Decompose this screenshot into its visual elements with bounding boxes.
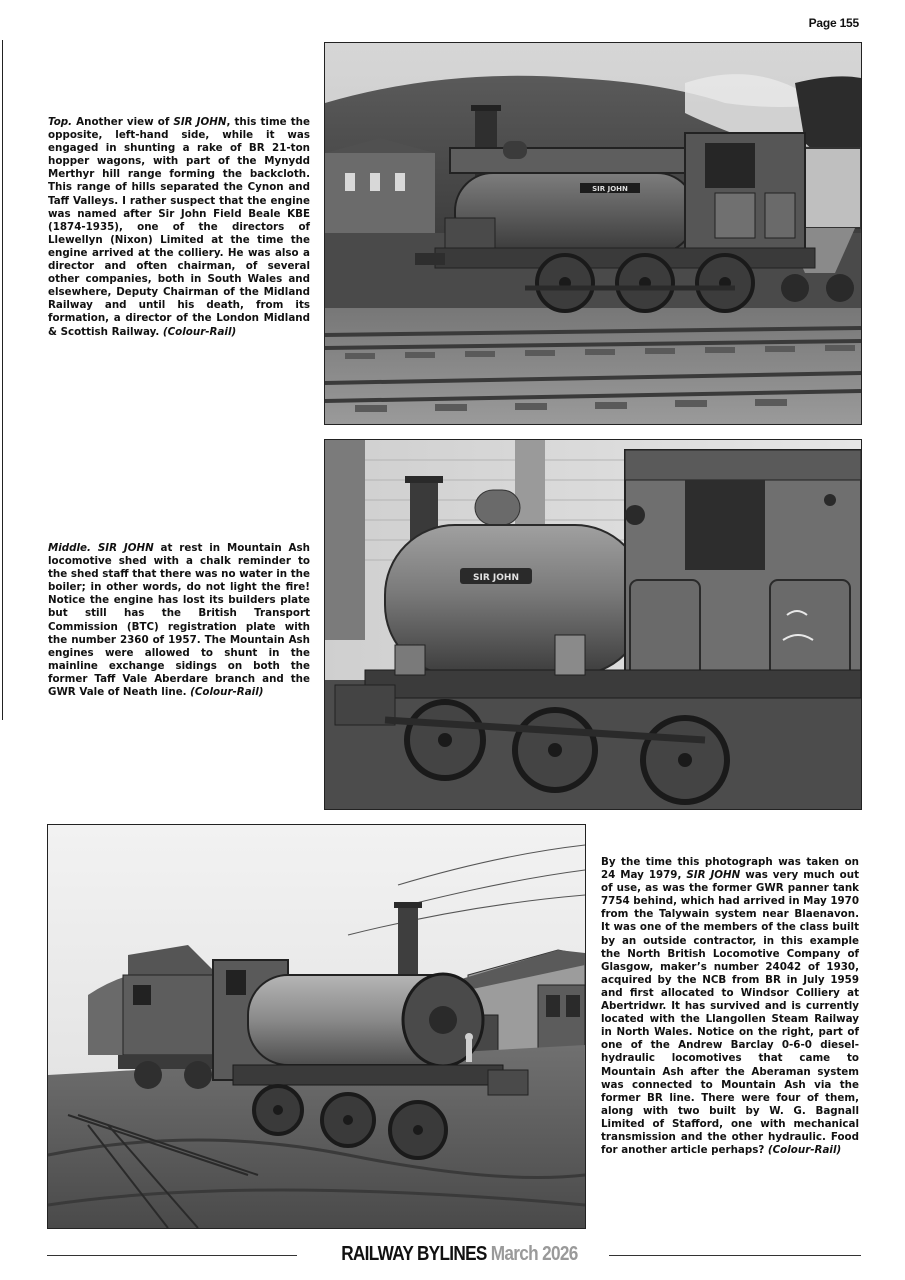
photo-bottom-image (48, 825, 585, 1228)
caption-middle-text-1 (91, 542, 98, 554)
footer-magazine-name: RAILWAY BYLINES (341, 1243, 487, 1265)
caption-top-text-1: Another view of (72, 116, 174, 128)
photo-bottom-locomotives-out-of-use (47, 824, 586, 1229)
caption-middle (48, 542, 310, 699)
footer-rule-left (47, 1255, 297, 1256)
caption-bottom-text-2: was very much out of use, as was the former GWR panner tank 7754 behind, which had arrived in May 1970 from the Talywain system near Blaenavon. It was one of the members of the class built by an outside contractor, in this example the North British Locomotive Company of Glasgow, maker’s number 24042 of 1930, acquired by the NCB from BR in July 1959 and first allocated to Windsor Colliery at Abertridwr. It has survived and is currently located with the Llangollen Steam Railway in North Wales. Notice on the right, part of one of the Andrew Barclay 0-6-0 diesel-hydraulic locomotives that came to Mountain Ash after the Aberaman system was connected to Mountain Ash via the former BR line. There were four of them, along with two built by W. G. Bagnall Limited of Stafford, one with mechanical transmission and the other hydraulic. Food for another article perhaps? (601, 869, 859, 1157)
caption-top (48, 116, 310, 339)
caption-top-credit: (Colour-Rail) (162, 325, 237, 338)
footer-title (341, 1243, 578, 1266)
caption-top-lead: Top. (48, 116, 73, 128)
left-margin-rule (2, 40, 3, 720)
caption-bottom-credit: (Colour-Rail) (767, 1144, 842, 1157)
footer-rule-right (609, 1255, 861, 1256)
footer-issue-date: March 2026 (490, 1243, 578, 1265)
caption-middle-text-2: at rest in Mountain Ash locomotive shed with a chalk reminder to the shed staff that there was no water in the boiler; in other words, do not light the fire! Notice the engine has lost its builders plate but still has the British Transport Commission (BTC) registration plate with the number 2360 of 1957. The Mountain Ash engines were allowed to shunt in the mainline exchange sidings on both the former Taff Vale Aberdare branch and the GWR Vale of Neath line. (48, 542, 310, 699)
caption-middle-lead: Middle. (48, 542, 91, 554)
caption-middle-credit: (Colour-Rail) (190, 686, 264, 699)
caption-bottom-text-1: By the time this photograph was taken on 24 May 1979, (601, 856, 859, 882)
photo-middle-locomotive-in-shed (324, 439, 862, 810)
caption-middle-loco-name: SIR JOHN (97, 542, 154, 554)
caption-top-loco-name: SIR JOHN (173, 116, 227, 128)
page-footer (0, 1237, 905, 1265)
caption-top-text-2: , this time the opposite, left-hand side, while it was engaged in shunting a rake of BR 21-ton hopper wagons, with part of the Mynydd Merthyr hill range forming the backcloth. This range of hills separated the Cynon and Taff Valleys. I rather suspect that the engine was named after Sir John Field Beale KBE (1874-1935), one of the directors of Llewellyn (Nixon) Limited at the time the engine arrived at the colliery. He was also a director and often chairman, of several other companies, both in South Wales and elsewhere, Deputy Chairman of the Midland Railway and until his death, from its formation, a director of the London Midland & Scottish Railway. (48, 116, 310, 338)
photo-middle-image (325, 440, 861, 809)
caption-bottom-loco-name: SIR JOHN (686, 869, 741, 882)
photo-top-locomotive-shunting (324, 42, 862, 425)
photo-middle-nameplate: SIR JOHN (473, 573, 519, 583)
photo-top-nameplate: SIR JOHN (592, 185, 628, 193)
photo-top-image (325, 43, 861, 424)
page-number: Page 155 (808, 16, 859, 30)
caption-bottom (601, 856, 859, 1157)
